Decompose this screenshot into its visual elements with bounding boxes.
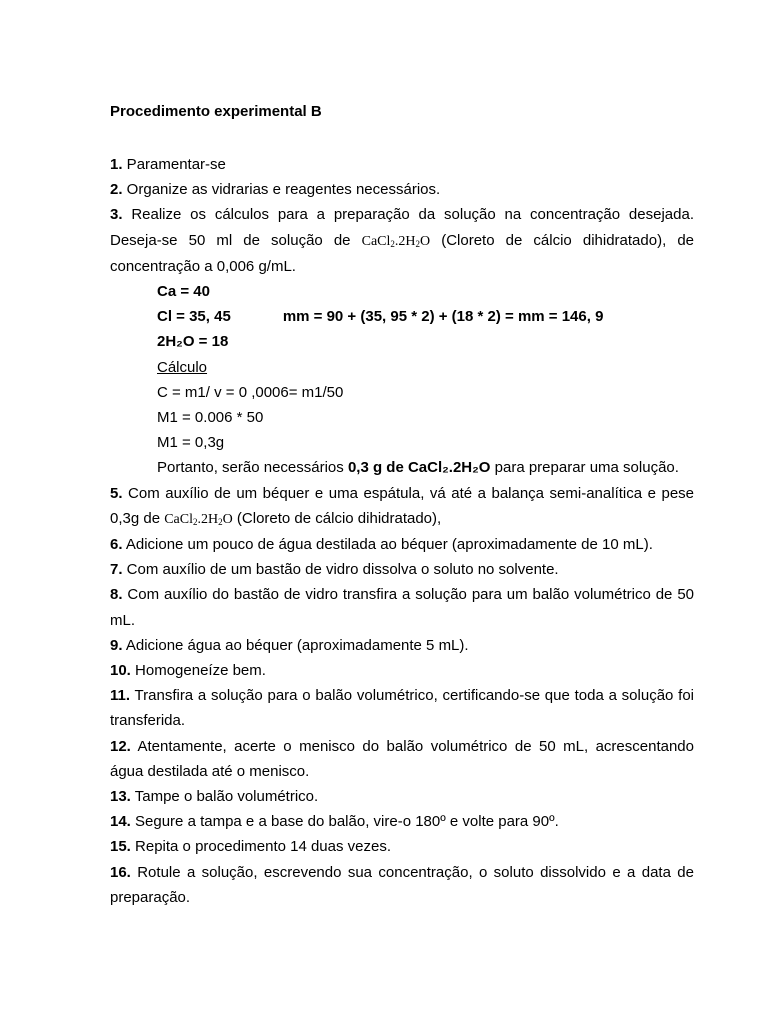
step-number: 3. (110, 206, 123, 224)
step-number: 5. (110, 484, 123, 502)
step-text: Adicione um pouco de água destilada ao béquer (aproximadamente de 10 mL). (122, 536, 653, 554)
step-number: 1. (110, 156, 123, 173)
step-number: 2. (110, 181, 123, 199)
calc-molar-mass: mm = 90 + (35, 95 * 2) + (18 * 2) = mm = 146, 9 (282, 308, 604, 326)
step-text: (Cloreto de cálcio dihidratado), (232, 509, 442, 527)
step-5 (110, 481, 694, 532)
step-number: 12. (110, 737, 131, 755)
step-9 (110, 633, 694, 658)
step-14 (110, 809, 694, 834)
step-number: 6. (110, 536, 123, 554)
step-text: Com auxílio de um bastão de vidro dissolva o soluto no solvente. (122, 561, 559, 579)
chemical-formula: $CaCl_2.2H_2O$ (361, 233, 431, 249)
step-6 (110, 532, 694, 557)
step-text: Repita o procedimento 14 duas vezes. (130, 838, 392, 856)
procedure-body (110, 152, 694, 910)
step-text: Tampe o balão volumétrico. (130, 788, 319, 806)
calc-heading: Cálculo (157, 358, 208, 376)
step-text: Transfira a solução para o balão volumétrico, certificando-se que toda a solução foi transferida. (110, 687, 694, 730)
step-text: Rotule a solução, escrevendo sua concentração, o soluto dissolvido e a data de preparação. (110, 863, 694, 906)
step-11 (110, 683, 694, 733)
calc-conclusion-bold: 0,3 g de CaCl₂.2H₂O (347, 459, 491, 477)
step-number: 11. (110, 687, 131, 705)
step-number: 15. (110, 838, 131, 856)
calc-heading-row (110, 355, 694, 380)
step-7 (110, 557, 694, 582)
step-16 (110, 860, 694, 910)
calc-conclusion: Portanto, serão necessários 0,3 g de CaCl₂.2H₂O para preparar uma solução. (157, 459, 679, 477)
step-12 (110, 734, 694, 784)
step-text: Homogeneíze bem. (130, 662, 266, 680)
step-text: Organize as vidrarias e reagentes necessários. (122, 181, 441, 199)
page-title: Procedimento experimental B (110, 103, 322, 120)
step-10 (110, 658, 694, 683)
step-15 (110, 834, 694, 859)
step-number: 14. (110, 813, 131, 831)
step-13 (110, 784, 694, 809)
calc-cl-row (110, 304, 694, 329)
step-text: (Cloreto de cálcio dihidratado), de concentração a 0,006 g/mL. (110, 231, 694, 275)
step-text: Adicione água ao béquer (aproximadamente 5 mL). (122, 636, 469, 654)
step-text: Paramentar-se (122, 156, 226, 173)
step-3 (110, 202, 694, 279)
step-8 (110, 582, 694, 632)
step-text: Atentamente, acerte o menisco do balão volumétrico de 50 mL, acrescentando água destilada até o menisco. (110, 737, 694, 780)
step-number: 13. (110, 788, 131, 806)
step-text: Segure a tampa e a base do balão, vire-o 180º e volte para 90º. (130, 813, 559, 831)
step-text: Com auxílio de um béquer e uma espátula, vá até a balança semi-analítica e pese 0,3g de (110, 484, 694, 527)
step-number: 10. (110, 662, 131, 680)
calc-cl: Cl = 35, 45 (157, 308, 231, 326)
step-number: 16. (110, 863, 131, 881)
calc-h2o: 2H₂O = 18 (157, 333, 229, 351)
calc-m1-a: M1 = 0.006 * 50 (157, 409, 264, 427)
chemical-formula: $CaCl_2.2H_2O$ (164, 511, 233, 527)
step-number: 9. (110, 636, 123, 654)
calc-concentration: C = m1/ v = 0 ,0006= m1/50 (157, 383, 344, 401)
step-1 (110, 152, 694, 177)
calc-m1-b: M1 = 0,3g (157, 434, 225, 452)
calc-ca: Ca = 40 (157, 283, 210, 301)
step-2 (110, 177, 694, 202)
step-text: Realize os cálculos para a preparação da solução na concentração desejada. Deseja-se 50 ml de solução de (110, 206, 694, 249)
step-text: Com auxílio do bastão de vidro transfira a solução para um balão volumétrico de 50 mL. (110, 586, 694, 629)
step-number: 8. (110, 586, 123, 604)
step-number: 7. (110, 561, 123, 579)
